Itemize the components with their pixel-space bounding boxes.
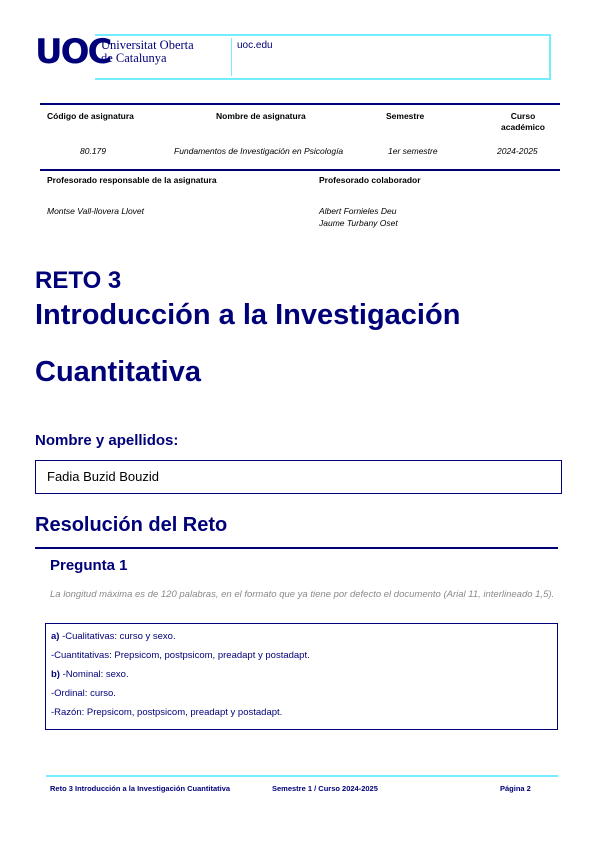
info-table-mid-rule (40, 169, 560, 171)
curso-value: 2024-2025 (497, 146, 538, 156)
reto-heading: RETO 3 (35, 267, 122, 294)
answer-text: -Razón: Prepsicom, postpsicom, preadapt y postadapt. (51, 707, 283, 718)
nombre-field[interactable] (35, 460, 562, 494)
header-line-top (95, 34, 551, 36)
profesor-value: Montse Vall-llovera Llovet (47, 206, 145, 216)
answer-line (51, 684, 552, 703)
header-line-bottom (95, 78, 551, 80)
colaborador-1-value: Albert Fornieles Deu (319, 206, 397, 216)
resolucion-heading: Resolución del Reto (35, 514, 228, 536)
answer-line (51, 646, 552, 665)
footer-center: Semestre 1 / Curso 2024-2025 (272, 784, 378, 793)
col-nombre-header: Nombre de asignatura (216, 111, 306, 121)
answer-text: -Cuantitativas: Prepsicom, postpsicom, preadapt y postadapt. (51, 650, 310, 661)
col-semestre-header: Semestre (386, 111, 425, 121)
university-name-line1: Universitat Oberta (101, 38, 194, 52)
nombre-heading: Nombre y apellidos: (35, 432, 179, 449)
university-name-line2: de Catalunya (101, 51, 167, 65)
answer-prefix-a: a) (51, 631, 60, 642)
footer-page-number: Página 2 (500, 784, 531, 793)
university-url: uoc.edu (237, 40, 273, 51)
uoc-logo: UOC (35, 32, 111, 72)
answer-prefix-b: b) (51, 669, 60, 680)
instruction-text: La longitud máxima es de 120 palabras, en el formato que ya tiene por defecto el documento (Arial 11, interlineado 1,5). (50, 589, 555, 600)
col-curso-header (488, 111, 558, 133)
col-curso-header-line2: académico (501, 122, 545, 132)
semestre-value: 1er semestre (388, 146, 438, 156)
codigo-value: 80.179 (80, 146, 106, 156)
title-line2: Cuantitativa (35, 356, 201, 388)
col-curso-header-line1: Curso (510, 111, 536, 121)
answer-box[interactable] (45, 623, 558, 730)
nombre-value: Fundamentos de Investigación en Psicología (174, 146, 344, 156)
resolucion-rule (35, 547, 558, 549)
pregunta-heading: Pregunta 1 (50, 557, 128, 574)
answer-line (51, 703, 552, 722)
nombre-value: Fadia Buzid Bouzid (47, 469, 160, 484)
answer-text: -Cualitativas: curso y sexo. (59, 631, 176, 642)
answer-line (51, 627, 552, 646)
university-name (101, 39, 194, 65)
header-divider (231, 38, 232, 76)
colaborador-2-value: Jaume Turbany Oset (319, 218, 398, 228)
info-table-top-rule (40, 103, 560, 105)
answer-text: -Nominal: sexo. (59, 669, 129, 680)
footer-left: Reto 3 Introducción a la Investigación Cuantitativa (50, 784, 231, 793)
answer-text: -Ordinal: curso. (51, 688, 116, 699)
footer-rule (46, 775, 558, 777)
col-profesorado-header: Profesorado responsable de la asignatura (47, 175, 217, 185)
answer-line (51, 665, 552, 684)
title-line1: Introducción a la Investigación (35, 299, 461, 331)
header-border-right (549, 34, 551, 80)
col-colaborador-header: Profesorado colaborador (319, 175, 421, 185)
col-codigo-header: Código de asignatura (47, 111, 134, 121)
